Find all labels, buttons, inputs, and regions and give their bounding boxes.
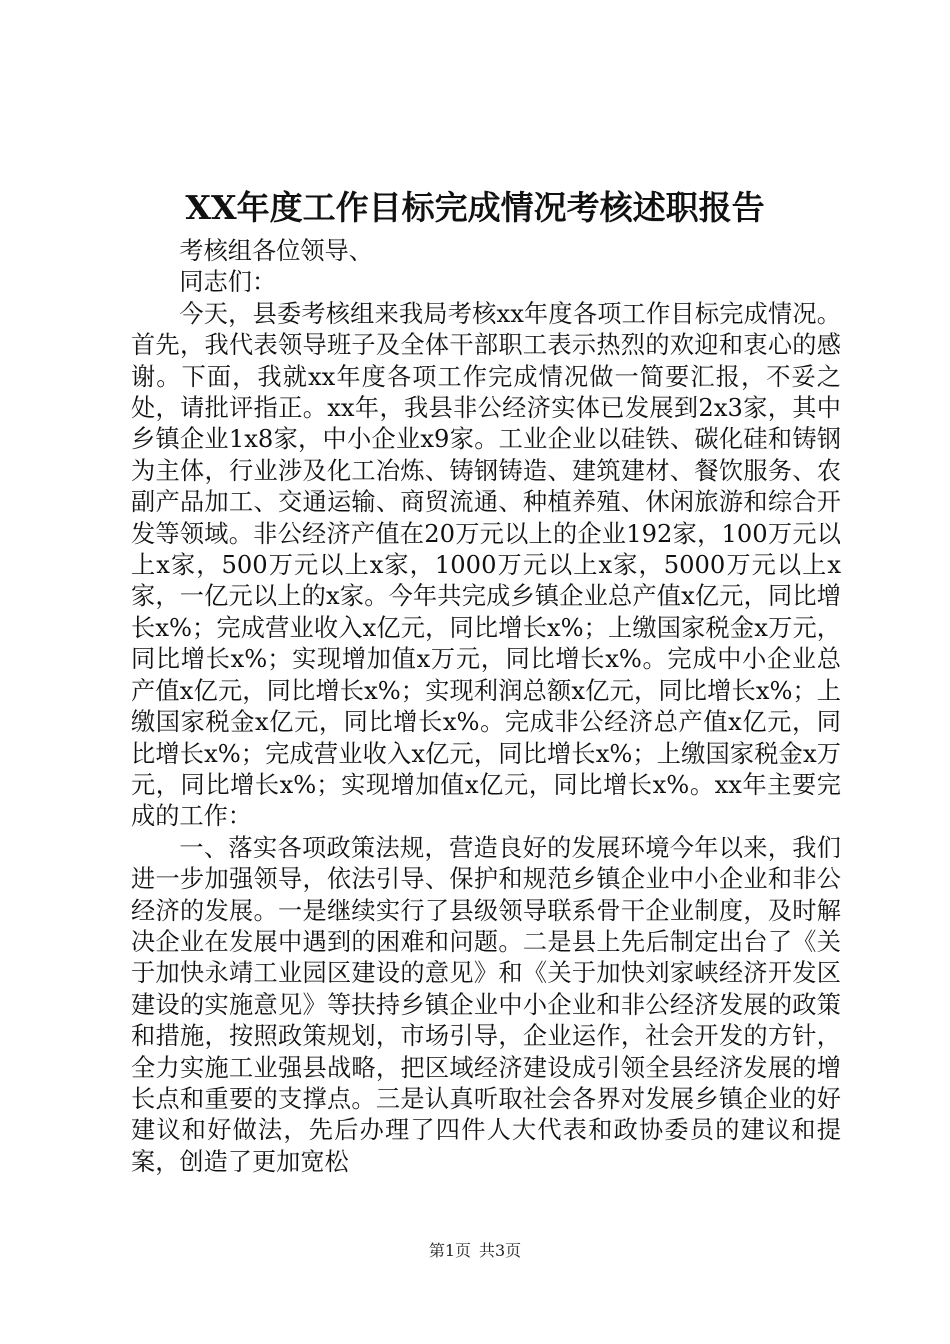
- salutation-leaders: 考核组各位领导、: [179, 237, 373, 265]
- page-total: 共3页: [479, 1241, 522, 1260]
- page-number: 第1页: [428, 1241, 471, 1260]
- salutation-comrades: 同志们：: [179, 268, 277, 297]
- document-body: [131, 236, 841, 1178]
- document-title: XX年度工作目标完成情况考核述职报告: [185, 188, 765, 227]
- page-footer: [0, 1240, 950, 1262]
- paragraph-policy: 一、落实各项政策法规，营造良好的发展环境今年以来，我们进一步加强领导，依法引导、保护和规范乡镇企业中小企业和非公经济的发展。一是继续实行了县级领导联系骨干企业制度，及时解决企业在发展中遇到的困难和问题。二是县上先后制定出台了《关于加快永靖工业园区建设的意见》和《关于加快刘家峡经济开发区建设的实施意见》等扶持乡镇企业中小企业和非公经济发展的政策和措施，按照政策规划，市场引导，企业运作，社会开发的方针，全力实施工业强县战略，把区域经济建设成引领全县经济发展的增长点和重要的支撑点。三是认真听取社会各界对发展乡镇企业的好建议和好做法，先后办理了四件人大代表和政协委员的建议和提案，创造了更加宽松: [131, 833, 841, 1176]
- paragraph-intro: 今天，县委考核组来我局考核xx年度各项工作目标完成情况。首先，我代表领导班子及全体干部职工表示热烈的欢迎和衷心的感谢。下面，我就xx年度各项工作完成情况做一简要汇报，不妥之处，请批评指正。xx年，我县非公经济实体已发展到2x3家，其中乡镇企业1x8家，中小企业x9家。工业企业以硅铁、碳化硅和铸钢为主体，行业涉及化工冶炼、铸钢铸造、建筑建材、餐饮服务、农副产品加工、交通运输、商贸流通、种植养殖、休闲旅游和综合开发等领域。非公经济产值在20万元以上的企业192家，100万元以上x家，500万元以上x家，1000万元以上x家，5000万元以上x家，一亿元以上的x家。今年共完成乡镇企业总产值x亿元，同比增长x%；完成营业收入x亿元，同比增长x%；上缴国家税金x万元，同比增长x%；实现增加值x万元，同比增长x%。完成中小企业总产值x亿元，同比增长x%；实现利润总额x亿元，同比增长x%；上缴国家税金x亿元，同比增长x%。完成非公经济总产值x亿元，同比增长x%；完成营业收入x亿元，同比增长x%；上缴国家税金x万元，同比增长x%；实现增加值x亿元，同比增长x%。xx年主要完成的工作：: [131, 299, 841, 831]
